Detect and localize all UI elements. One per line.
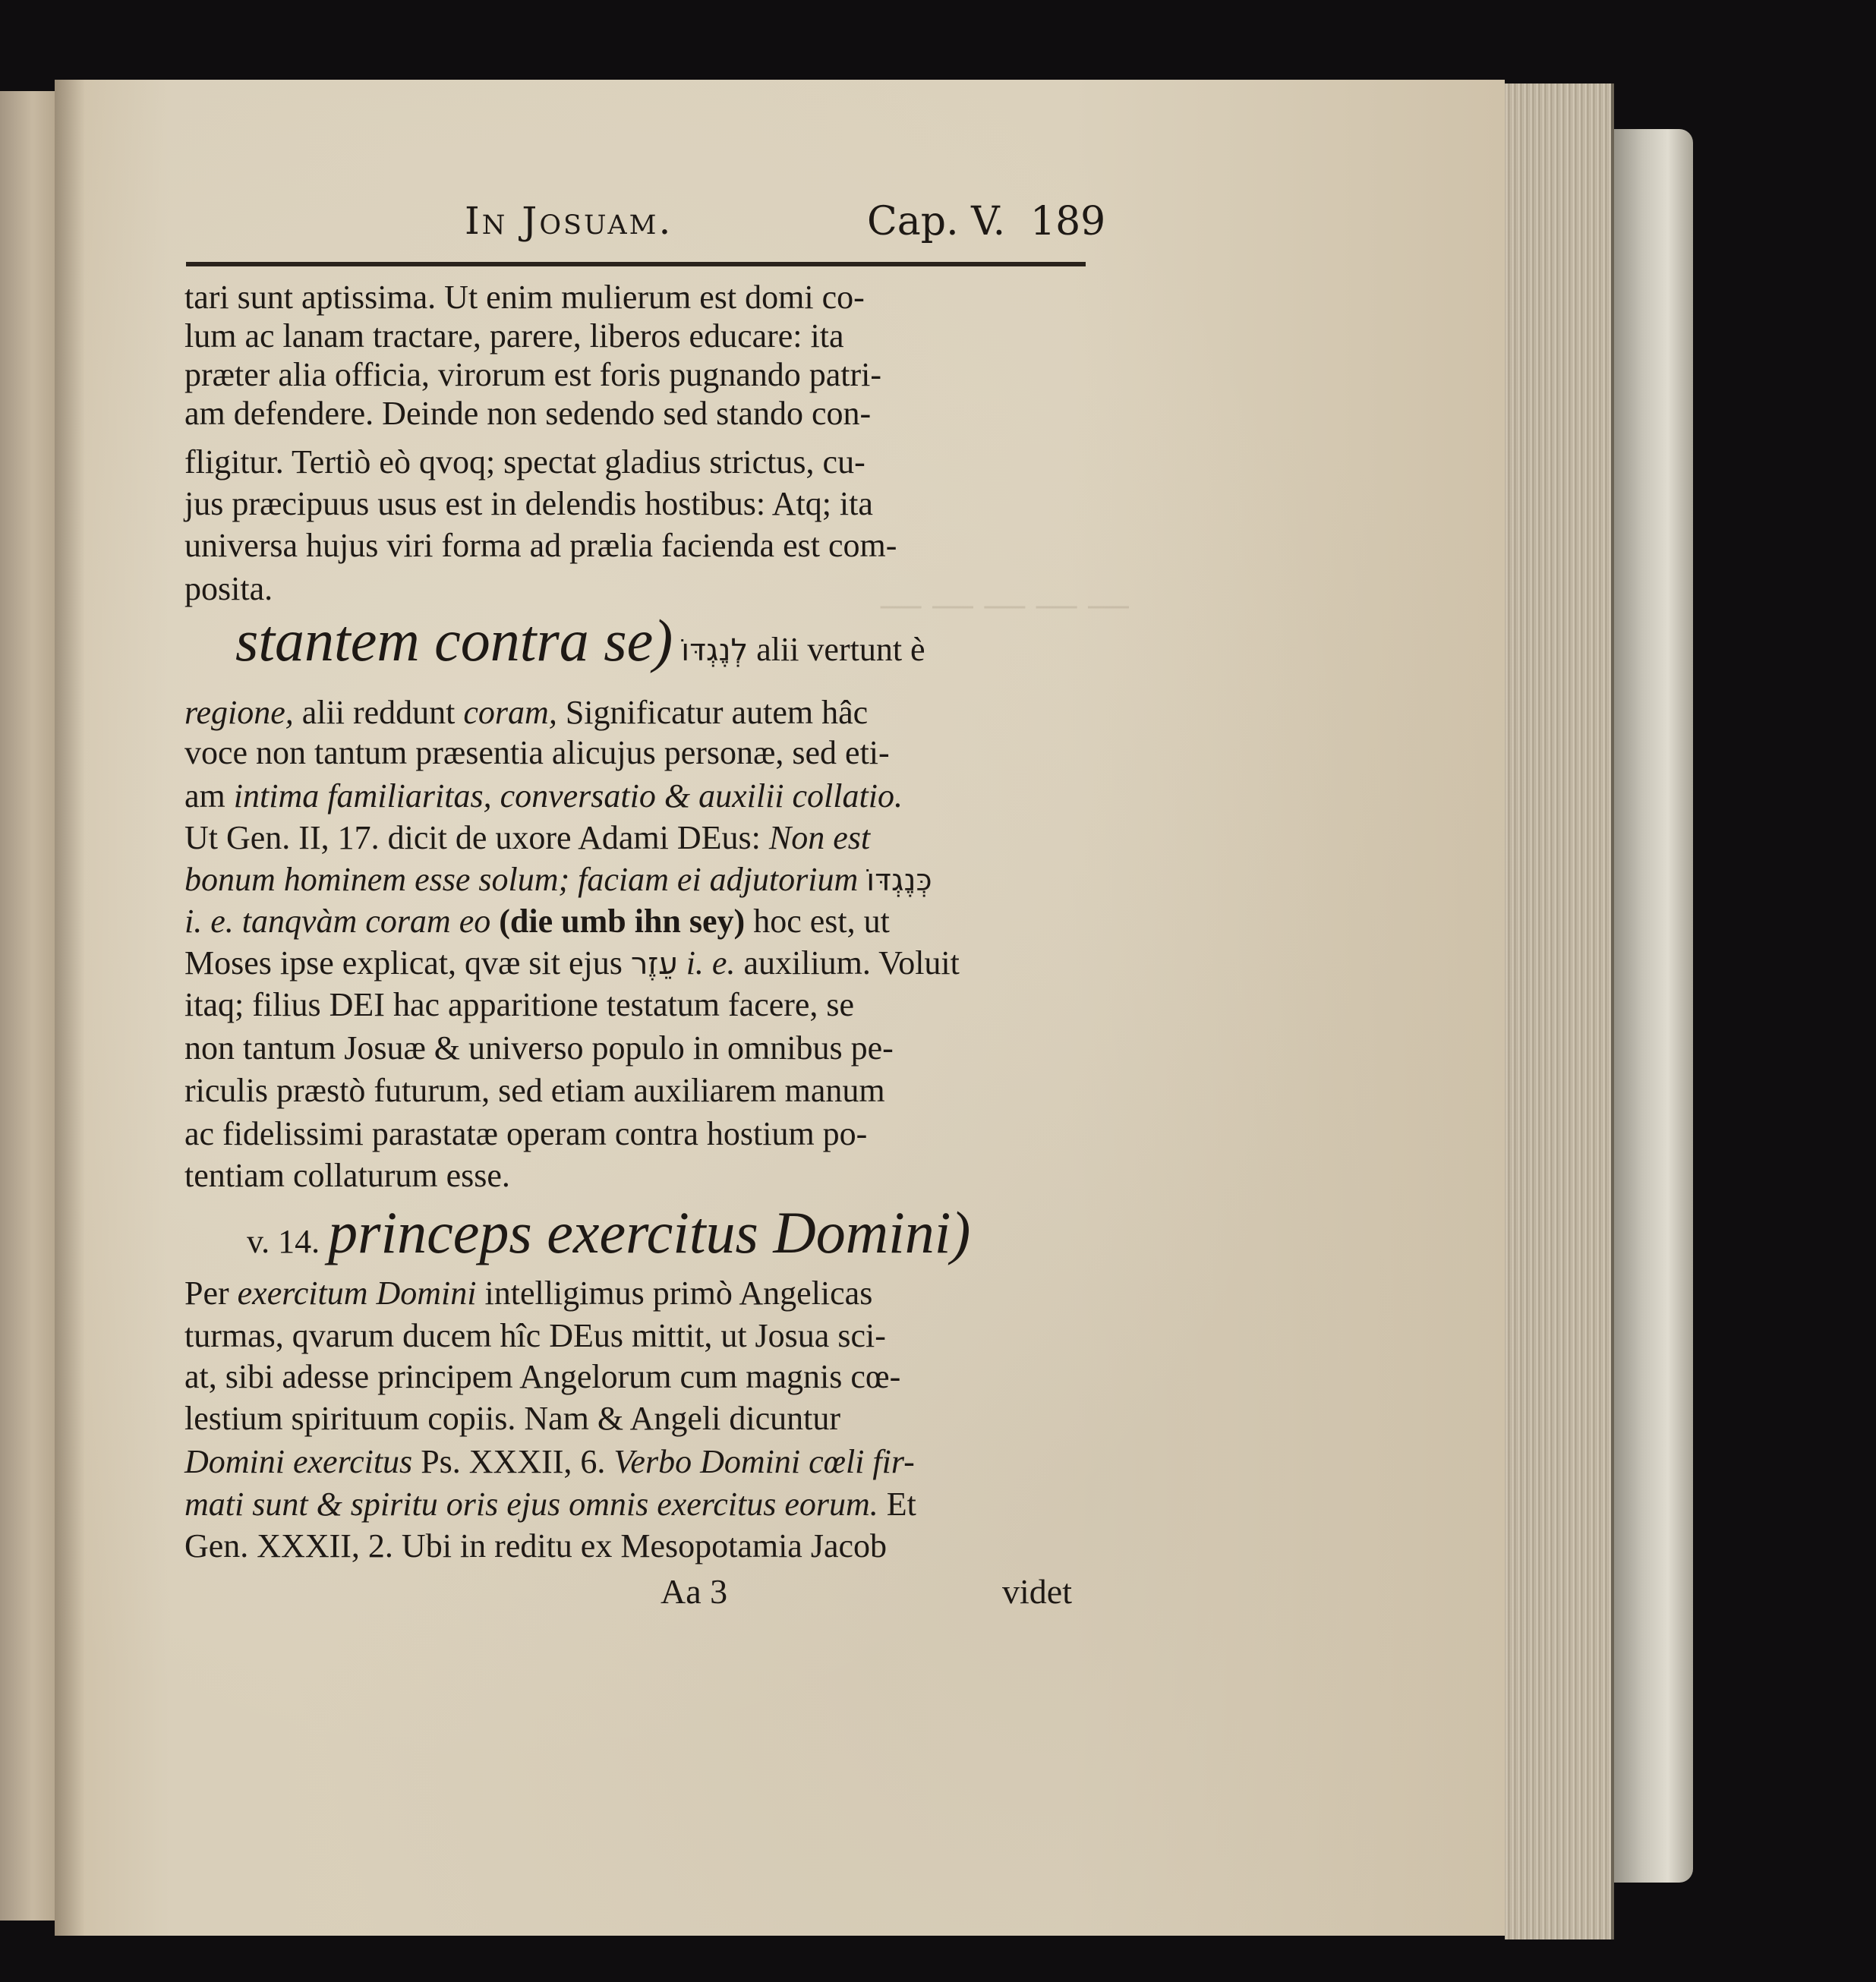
catchword: videt bbox=[1002, 1572, 1072, 1611]
book-cover-edge bbox=[1610, 129, 1693, 1883]
text-run: Et bbox=[886, 1486, 916, 1523]
running-title: In Josuam. bbox=[465, 199, 673, 243]
verse-number: v. 14. bbox=[247, 1223, 320, 1260]
italic-run: regione, bbox=[184, 694, 294, 731]
text-run: Ut Gen. II, 17. dicit de uxore Adami DEus: bbox=[184, 819, 761, 856]
italic-run: Domini exercitus bbox=[184, 1443, 413, 1480]
lemma: princeps exercitus Domini) bbox=[328, 1199, 971, 1265]
german-gloss: (die umb ihn sey) bbox=[499, 903, 746, 940]
body-line: ac fidelissimi parastatæ operam contra hostium po- bbox=[184, 1115, 868, 1152]
left-page-edge bbox=[0, 91, 59, 1921]
italic-run: exercitum Domini bbox=[237, 1275, 477, 1312]
body-line bbox=[184, 862, 932, 899]
body-line bbox=[184, 695, 868, 731]
header-rule bbox=[186, 262, 1086, 266]
text-run: Per bbox=[184, 1275, 229, 1312]
body-line: jus præcipuus usus est in delendis hostibus: Atq; ita bbox=[184, 485, 873, 522]
italic-run: Verbo Domini cœli fir- bbox=[613, 1443, 915, 1480]
lemma: stantem contra se) bbox=[235, 607, 673, 673]
italic-run: coram, bbox=[463, 694, 557, 731]
body-line: am defendere. Deinde non sedendo sed stando con- bbox=[184, 395, 872, 432]
signature-mark: Aa 3 bbox=[661, 1572, 728, 1611]
body-line: riculis præstò futurum, sed etiam auxiliarem manum bbox=[184, 1072, 885, 1109]
body-line: tentiam collaturum esse. bbox=[184, 1157, 510, 1194]
body-line bbox=[184, 1486, 916, 1523]
text-run: auxilium. Voluit bbox=[743, 944, 960, 982]
body-line: fligitur. Tertiò eò qvoq; spectat gladius strictus, cu- bbox=[184, 443, 865, 481]
body-line: Gen. XXXII, 2. Ubi in reditu ex Mesopotamia Jacob bbox=[184, 1527, 888, 1564]
text-run: hoc est, ut bbox=[753, 903, 890, 940]
hebrew-word: כְּנֶגְדּוֹ bbox=[866, 863, 932, 898]
body-line bbox=[184, 778, 903, 815]
body-line bbox=[184, 1444, 915, 1480]
page-number: 189 bbox=[1030, 199, 1106, 244]
italic-run: Non est bbox=[768, 819, 871, 856]
body-line: tari sunt aptissima. Ut enim mulierum est domi co- bbox=[184, 279, 865, 316]
running-header bbox=[465, 199, 1106, 252]
text-run: alii vertunt è bbox=[756, 631, 925, 668]
lemma-line bbox=[247, 1199, 971, 1265]
body-line: turmas, qvarum ducem hîc DEus mittit, ut Josua sci- bbox=[184, 1317, 886, 1354]
text-run: Ps. XXXII, 6. bbox=[421, 1443, 606, 1480]
italic-run: intima familiaritas, conversatio & auxilii collatio. bbox=[233, 777, 903, 815]
body-line: præter alia officia, virorum est foris pugnando patri- bbox=[184, 356, 882, 393]
body-line: itaq; filius DEI hac apparitione testatum facere, se bbox=[184, 986, 855, 1023]
hebrew-word: עֵזֶר bbox=[630, 947, 678, 982]
body-line bbox=[184, 945, 960, 982]
page-block-edge bbox=[1505, 84, 1614, 1939]
body-line: non tantum Josuæ & universo populo in omnibus pe- bbox=[184, 1029, 894, 1067]
body-line bbox=[184, 1275, 872, 1312]
text-run: Significatur autem hâc bbox=[565, 694, 869, 731]
hebrew-word: לְנֶגְדּוֹ bbox=[681, 633, 749, 668]
body-line: universa hujus viri forma ad prælia facienda est com- bbox=[184, 527, 897, 564]
body-line bbox=[184, 820, 870, 856]
body-line bbox=[184, 903, 890, 940]
gutter-shadow bbox=[55, 80, 85, 1936]
body-line: posita. bbox=[184, 570, 273, 607]
text-run: Moses ipse explicat, qvæ sit ejus bbox=[184, 944, 623, 982]
bleed-through: — — — — — bbox=[881, 578, 1129, 628]
body-line: at, sibi adesse principem Angelorum cum magnis cœ- bbox=[184, 1358, 901, 1395]
text-run: alii reddunt bbox=[301, 694, 456, 731]
body-line: lum ac lanam tractare, parere, liberos educare: ita bbox=[184, 317, 844, 354]
body-line: lestium spirituum copiis. Nam & Angeli dicuntur bbox=[184, 1400, 841, 1437]
italic-run: bonum hominem esse solum; faciam ei adjutorium bbox=[184, 861, 859, 898]
chapter-label: Cap. V. bbox=[867, 199, 1006, 244]
text-run: am bbox=[184, 777, 225, 815]
lemma-line bbox=[235, 607, 925, 673]
text-run: intelligimus primò Angelicas bbox=[484, 1275, 873, 1312]
body-line: voce non tantum præsentia alicujus personæ, sed eti- bbox=[184, 734, 890, 771]
italic-run: i. e. tanqvàm coram eo bbox=[184, 903, 491, 940]
italic-run: mati sunt & spiritu oris ejus omnis exercitus eorum. bbox=[184, 1486, 878, 1523]
italic-run: i. e. bbox=[686, 944, 736, 982]
